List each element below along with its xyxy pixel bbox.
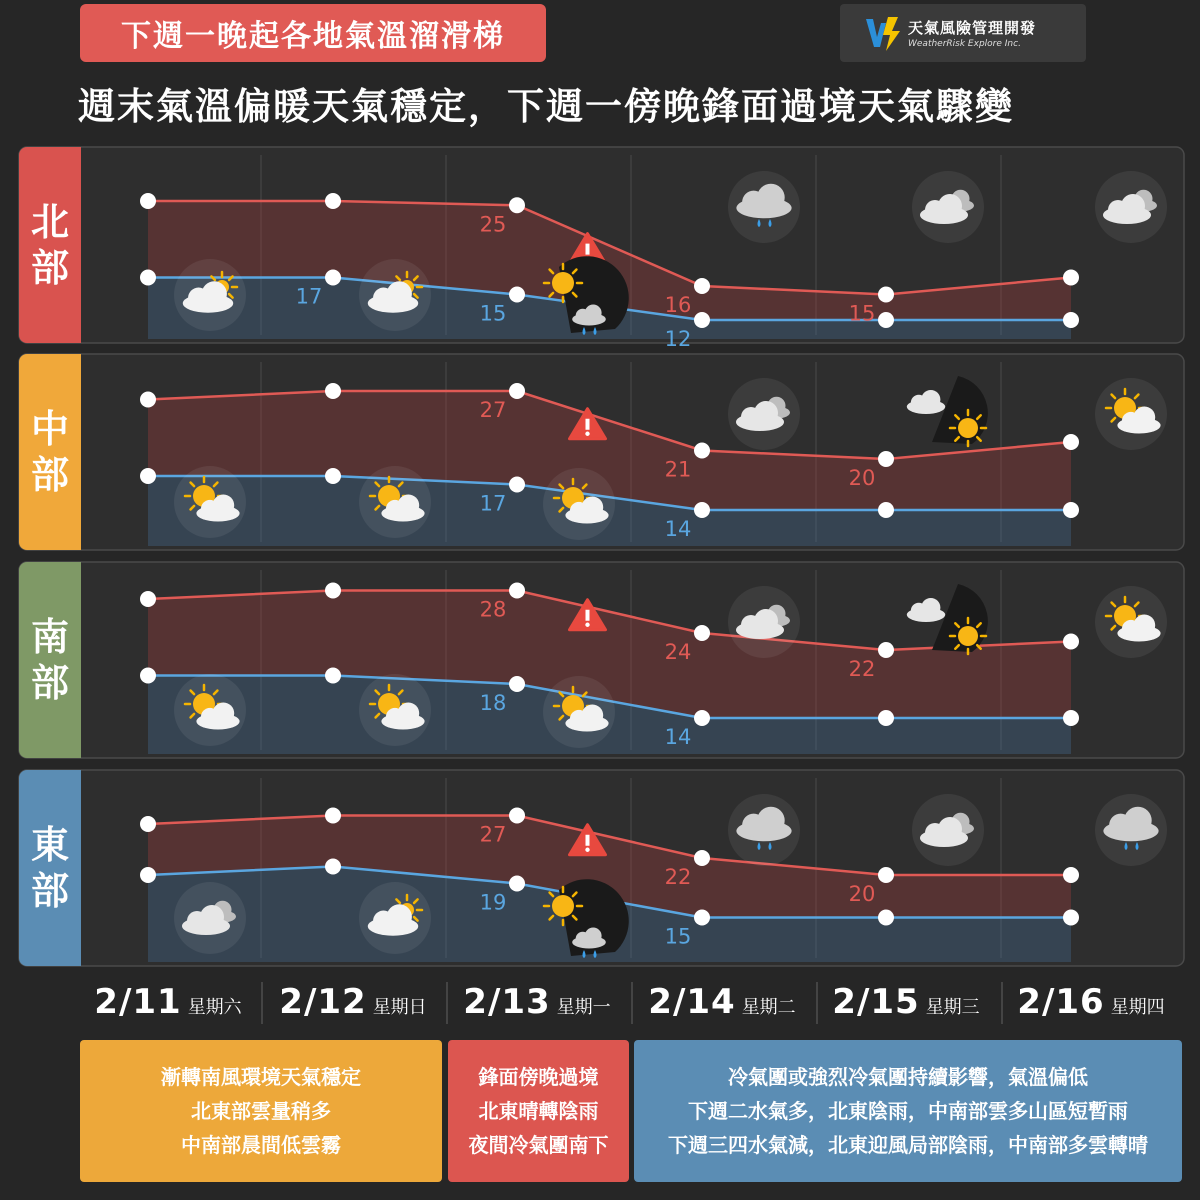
cloud-puff — [754, 401, 778, 425]
region-label-char: 部 — [30, 246, 70, 290]
region-panel-north — [19, 147, 1184, 351]
high-temp-point — [509, 808, 525, 824]
weekday: 星期一 — [556, 997, 611, 1018]
note-line: 鋒面傍晚過境 — [478, 1065, 599, 1089]
note-line: 漸轉南風環境天氣穩定 — [161, 1065, 361, 1089]
high-temp-point — [509, 583, 525, 599]
low-temp-point — [878, 710, 894, 726]
high-temp-point — [140, 816, 156, 832]
warning-bar — [586, 835, 590, 846]
region-label-char: 部 — [30, 869, 70, 913]
note-line: 北東部雲量稍多 — [191, 1099, 331, 1123]
low-temp-point — [140, 668, 156, 684]
high-temp-point — [878, 642, 894, 658]
cloud-puff — [387, 281, 412, 306]
note-line: 冷氣團或強烈冷氣團持續影響，氣溫偏低 — [728, 1065, 1088, 1089]
low-temp-point — [509, 876, 525, 892]
high-temp-label: 15 — [848, 301, 876, 326]
region-label-bg-edge — [71, 562, 81, 758]
high-temp-point — [325, 193, 341, 209]
high-temp-point — [694, 625, 710, 641]
low-temp-point — [694, 502, 710, 518]
high-temp-label: 28 — [479, 597, 507, 622]
cloudy-icon — [174, 882, 246, 954]
cloud-puff — [1121, 194, 1145, 218]
note-line: 北東晴轉陰雨 — [478, 1099, 599, 1123]
high-temp-point — [694, 278, 710, 294]
date-number: 2/14 — [648, 982, 736, 1022]
high-temp-point — [878, 287, 894, 303]
high-temp-label: 22 — [848, 657, 876, 681]
cloudy-icon — [728, 378, 800, 450]
low-temp-label: 14 — [664, 517, 692, 541]
low-temp-label: 14 — [664, 725, 692, 749]
sunny-cloud-icon — [359, 466, 431, 538]
low-temp-label: 19 — [479, 890, 507, 915]
high-temp-point — [878, 867, 894, 883]
low-temp-point — [325, 668, 341, 684]
low-temp-label: 18 — [479, 691, 507, 715]
date-divider — [446, 982, 448, 1024]
cloud-puff — [1134, 407, 1156, 429]
high-temp-label: 20 — [848, 882, 876, 906]
region-label-char: 中 — [30, 407, 70, 451]
region-label-bg-edge — [71, 770, 81, 966]
low-temp-point — [1063, 910, 1079, 926]
sunny-cloud-icon — [1095, 586, 1167, 658]
date-label — [814, 982, 998, 1028]
date-label — [999, 982, 1183, 1028]
low-temp-point — [325, 468, 341, 484]
date-number: 2/16 — [1017, 982, 1105, 1022]
low-temp-point — [140, 468, 156, 484]
region-label-char: 部 — [30, 453, 70, 497]
high-temp-point — [1063, 270, 1079, 286]
low-temp-point — [878, 502, 894, 518]
low-temp-point — [1063, 502, 1079, 518]
warning-dot — [585, 623, 589, 627]
cloud-puff — [213, 495, 235, 517]
low-temp-point — [694, 710, 710, 726]
cloud-puff — [200, 905, 224, 929]
date-label — [630, 982, 814, 1028]
cloud-puff — [387, 904, 412, 929]
region-label-char: 部 — [30, 661, 70, 705]
rain-cloud-icon — [728, 794, 800, 866]
cloud-puff — [938, 194, 962, 218]
low-temp-point — [878, 910, 894, 926]
cloud-puff — [202, 281, 227, 306]
high-temp-label: 20 — [848, 466, 876, 490]
warning-bar — [586, 244, 590, 255]
sunny-cloud-icon — [1095, 378, 1167, 450]
date-label — [261, 982, 445, 1028]
high-temp-label: 22 — [664, 865, 692, 889]
low-temp-label: 15 — [479, 301, 507, 326]
cloud-puff — [1134, 615, 1156, 637]
high-temp-point — [140, 193, 156, 209]
low-temp-point — [509, 287, 525, 303]
low-temp-point — [140, 270, 156, 286]
cloud-puff — [921, 598, 940, 617]
note-line: 夜間冷氣團南下 — [468, 1133, 609, 1157]
weekday: 星期六 — [187, 997, 242, 1018]
low-temp-point — [878, 312, 894, 328]
sunny-cloud-icon — [359, 674, 431, 746]
cloud-puff — [585, 928, 602, 945]
logo-chinese-name: 天氣風險管理開發 — [908, 19, 1037, 37]
low-temp-label: 12 — [664, 327, 692, 351]
region-label-bg-edge — [71, 354, 81, 550]
high-temp-point — [325, 583, 341, 599]
logo-english-name: WeatherRisk Explore Inc. — [908, 39, 1021, 49]
date-label — [76, 982, 260, 1028]
date-divider — [631, 982, 633, 1024]
sunny-cloud-icon — [543, 676, 615, 748]
partly-cloudy-icon — [359, 259, 431, 331]
high-temp-label: 24 — [664, 640, 692, 664]
cloud-puff — [757, 184, 785, 212]
date-axis — [80, 982, 1180, 1028]
low-temp-label: 17 — [295, 284, 323, 309]
high-temp-label: 27 — [479, 398, 507, 422]
cloudy-icon — [728, 586, 800, 658]
rain-cloud-icon — [728, 171, 800, 243]
partly-cloudy-icon — [359, 882, 431, 954]
low-temp-point — [1063, 710, 1079, 726]
note-line: 中南部晨間低雲霧 — [181, 1133, 341, 1157]
high-temp-point — [509, 197, 525, 213]
top-tag: 下週一晚起各地氣溫溜滑梯 — [80, 4, 546, 62]
weekday: 星期四 — [1110, 997, 1165, 1018]
date-divider — [816, 982, 818, 1024]
cloud-puff — [921, 390, 940, 409]
high-temp-point — [325, 808, 341, 824]
high-temp-point — [140, 591, 156, 607]
cloud-puff — [585, 305, 602, 322]
note-cold-air — [634, 1040, 1182, 1182]
high-temp-label: 25 — [479, 212, 507, 237]
region-panel-east — [19, 770, 1184, 966]
high-temp-point — [694, 850, 710, 866]
cloud-puff — [582, 497, 604, 519]
sunny-cloud-icon — [174, 674, 246, 746]
low-temp-point — [140, 867, 156, 883]
warning-dot — [585, 432, 589, 436]
note-front — [448, 1040, 629, 1182]
low-temp-point — [694, 910, 710, 926]
cloud-puff — [398, 495, 420, 517]
high-temp-point — [694, 443, 710, 459]
weekday: 星期二 — [741, 997, 796, 1018]
cloudy-icon — [912, 794, 984, 866]
cloud-puff — [213, 703, 235, 725]
sunny-cloud-icon — [543, 468, 615, 540]
date-label — [445, 982, 629, 1028]
weekday: 星期三 — [925, 997, 980, 1018]
region-label-bg-edge — [71, 147, 81, 343]
date-divider — [1001, 982, 1003, 1024]
rain-cloud-icon — [1095, 794, 1167, 866]
cloud-puff — [398, 703, 420, 725]
low-temp-point — [1063, 312, 1079, 328]
high-temp-point — [1063, 634, 1079, 650]
region-panel-south — [19, 562, 1184, 758]
note-weekend — [80, 1040, 442, 1182]
low-temp-label: 17 — [479, 491, 507, 516]
sun-disc — [958, 626, 978, 646]
cloudy-icon — [1095, 171, 1167, 243]
low-temp-point — [694, 312, 710, 328]
note-line: 下週二水氣多，北東陰雨，中南部雲多山區短暫雨 — [688, 1099, 1128, 1123]
cloud-puff — [938, 817, 962, 841]
high-temp-point — [325, 383, 341, 399]
high-temp-label: 27 — [479, 822, 507, 847]
date-number: 2/12 — [279, 982, 367, 1022]
note-line: 下週三四水氣減，北東迎風局部陰雨，中南部多雲轉晴 — [668, 1133, 1148, 1157]
date-number: 2/13 — [463, 982, 551, 1022]
weekday: 星期日 — [372, 997, 427, 1018]
sun-disc — [552, 895, 574, 917]
high-temp-point — [878, 451, 894, 467]
high-temp-point — [1063, 434, 1079, 450]
region-label-char: 北 — [30, 200, 70, 244]
warning-bar — [586, 419, 590, 430]
high-temp-point — [1063, 867, 1079, 883]
low-temp-point — [325, 270, 341, 286]
partly-cloudy-icon — [174, 259, 246, 331]
sunny-cloud-icon — [174, 466, 246, 538]
sun-disc — [958, 418, 978, 438]
cloud-puff — [1124, 807, 1152, 835]
region-label-char: 東 — [30, 823, 70, 867]
headline: 週末氣溫偏暖天氣穩定，下週一傍晚鋒面過境天氣驟變 — [78, 85, 1014, 128]
warning-dot — [585, 848, 589, 852]
low-temp-point — [509, 676, 525, 692]
cloud-puff — [757, 807, 785, 835]
low-temp-point — [509, 477, 525, 493]
region-panel-central — [19, 354, 1184, 550]
high-temp-point — [140, 392, 156, 408]
warning-bar — [586, 610, 590, 621]
low-temp-label: 15 — [664, 924, 692, 949]
date-number: 2/15 — [832, 982, 920, 1022]
high-temp-point — [509, 383, 525, 399]
high-temp-label: 16 — [664, 293, 692, 317]
date-number: 2/11 — [94, 982, 182, 1022]
low-temp-point — [325, 859, 341, 875]
date-divider — [261, 982, 263, 1024]
region-label-char: 南 — [30, 615, 70, 659]
cloud-puff — [582, 705, 604, 727]
sun-disc — [552, 272, 574, 294]
high-temp-label: 21 — [664, 457, 692, 482]
cloud-puff — [754, 609, 778, 633]
cloudy-icon — [912, 171, 984, 243]
